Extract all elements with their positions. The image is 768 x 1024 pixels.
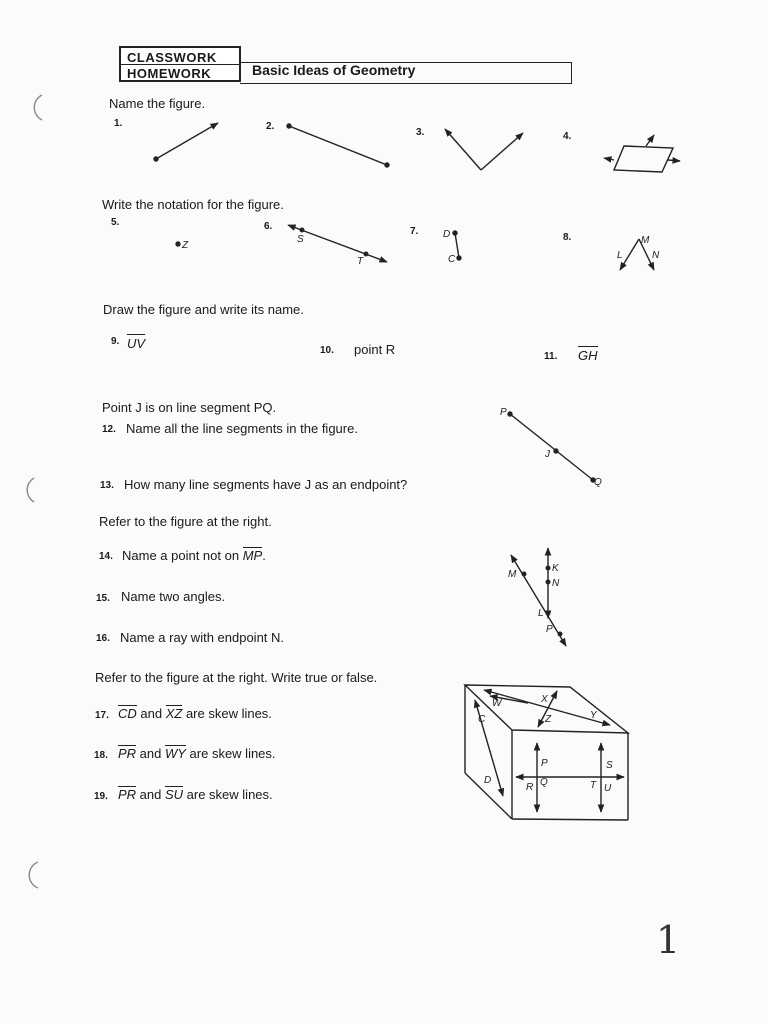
label-n: N xyxy=(652,250,660,261)
section2-instruction: Write the notation for the figure. xyxy=(102,197,284,212)
binder-hole-3 xyxy=(29,862,38,888)
item-number-14: 14. xyxy=(99,551,113,562)
q17-line-xz: XZ xyxy=(165,706,183,721)
figure-cube xyxy=(465,685,628,820)
q19-and: and xyxy=(136,787,165,802)
homework-label: HOMEWORK xyxy=(127,66,212,81)
label-m: M xyxy=(641,235,650,246)
label-q: Q xyxy=(594,477,602,488)
item-number-3: 3. xyxy=(416,127,425,138)
section5-intro: Refer to the figure at the right. xyxy=(99,514,272,529)
q18-line-wy: WY xyxy=(164,746,186,761)
binder-hole-2 xyxy=(27,478,34,502)
figure-1-ray xyxy=(154,123,218,161)
item-number-18: 18. xyxy=(94,750,108,761)
label-s: S xyxy=(297,234,304,245)
q9-ray-uv: UV xyxy=(127,336,146,351)
item-number-7: 7. xyxy=(410,226,419,237)
q17-tail: are skew lines. xyxy=(182,706,272,721)
q19-line-pr: PR xyxy=(118,787,137,802)
q11-ray-gh: GH xyxy=(578,348,598,363)
section3-instruction: Draw the figure and write its name. xyxy=(103,302,304,317)
label-z: Z xyxy=(182,240,189,251)
label-w: W xyxy=(492,698,502,709)
label-s2: S xyxy=(606,760,613,771)
label-r: R xyxy=(526,782,534,793)
q10-point-r: point R xyxy=(354,342,396,357)
item-number-5: 5. xyxy=(111,217,120,228)
label-t: T xyxy=(357,256,364,267)
label-p3: P xyxy=(541,758,548,769)
label-u: U xyxy=(604,783,612,794)
label-n2: N xyxy=(552,578,560,589)
item-number-4: 4. xyxy=(563,131,572,142)
q14-line-mp: MP xyxy=(242,548,263,563)
label-p2: P xyxy=(546,624,553,635)
label-k: K xyxy=(552,563,559,574)
label-c: C xyxy=(448,254,456,265)
item-number-13: 13. xyxy=(100,480,114,491)
item-number-17: 17. xyxy=(95,710,109,721)
section6-intro: Refer to the figure at the right. Write true or false. xyxy=(95,670,378,685)
item-number-16: 16. xyxy=(96,633,110,644)
item-number-10: 10. xyxy=(320,345,334,356)
q17-and: and xyxy=(136,706,166,721)
label-l: L xyxy=(617,250,623,261)
label-p: P xyxy=(500,407,507,418)
label-c2: C xyxy=(478,714,486,725)
figure-5-point xyxy=(176,242,180,246)
figure-2-segment xyxy=(287,124,389,167)
label-d: D xyxy=(443,229,451,240)
q16-text: Name a ray with endpoint N. xyxy=(120,630,285,645)
item-number-15: 15. xyxy=(96,593,110,604)
label-j: J xyxy=(545,449,550,460)
q18-and: and xyxy=(136,746,165,761)
item-number-9: 9. xyxy=(111,336,120,347)
figure-4-plane xyxy=(604,135,680,172)
q14-text-c: . xyxy=(262,548,266,563)
q12-text: Name all the line segments in the figure. xyxy=(126,421,358,436)
q15-text: Name two angles. xyxy=(121,589,226,604)
page-title: Basic Ideas of Geometry xyxy=(252,62,416,78)
label-t2: T xyxy=(590,780,597,791)
label-z2: Z xyxy=(545,714,552,725)
label-l2: L xyxy=(538,608,544,619)
item-number-12: 12. xyxy=(102,424,116,435)
item-number-11: 11. xyxy=(544,351,558,362)
q13-text: How many line segments have J as an endpoint? xyxy=(124,477,408,492)
q19-line-su: SU xyxy=(164,787,184,802)
q17-line-cd: CD xyxy=(118,706,137,721)
q19-tail: are skew lines. xyxy=(183,787,273,802)
section1-instruction: Name the figure. xyxy=(109,96,206,111)
item-number-19: 19. xyxy=(94,791,108,802)
classwork-label: CLASSWORK xyxy=(127,50,217,65)
figure-3-angle xyxy=(445,129,523,170)
label-q2: Q xyxy=(540,777,548,788)
q14-text-a: Name a point not on xyxy=(122,548,243,563)
item-number-2: 2. xyxy=(266,121,275,132)
label-d2: D xyxy=(484,775,492,786)
section4-intro: Point J is on line segment PQ. xyxy=(102,400,277,415)
q18-tail: are skew lines. xyxy=(185,746,276,761)
label-y: Y xyxy=(590,710,597,721)
figure-segment-pq xyxy=(508,412,595,482)
item-number-6: 6. xyxy=(264,221,273,232)
item-number-8: 8. xyxy=(563,232,572,243)
label-x: X xyxy=(541,694,548,705)
q18-line-pr: PR xyxy=(118,746,137,761)
binder-hole-1 xyxy=(34,95,42,120)
label-m2: M xyxy=(508,569,517,580)
page-number: 1 xyxy=(656,918,681,962)
item-number-1: 1. xyxy=(114,118,123,129)
